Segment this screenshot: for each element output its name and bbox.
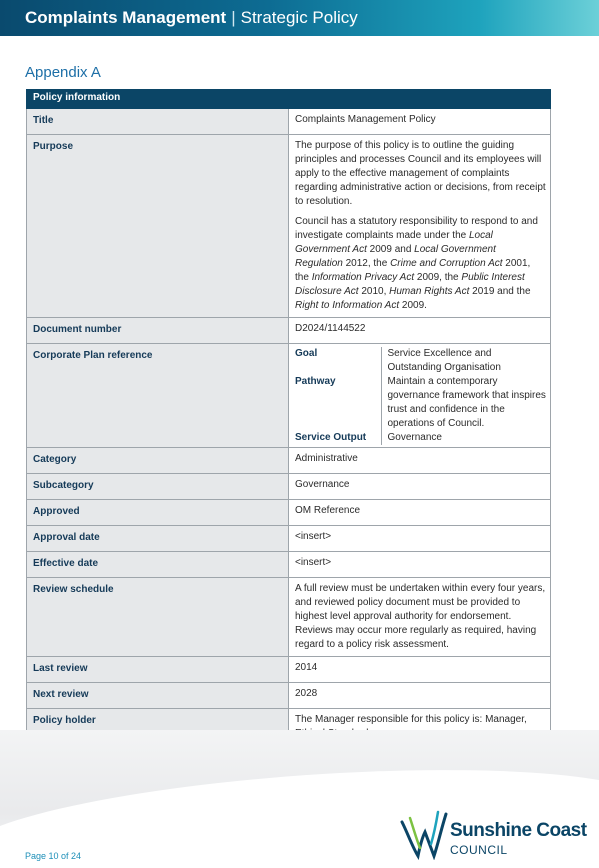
row-value: D2024/1144522 xyxy=(289,318,551,344)
table-row xyxy=(27,344,551,448)
row-value: <insert> xyxy=(289,526,551,552)
logo-council: COUNCIL xyxy=(450,843,508,857)
table-row xyxy=(27,109,551,135)
row-value: Governance xyxy=(289,474,551,500)
document-title-sub: Strategic Policy xyxy=(240,8,358,27)
document-title xyxy=(25,8,358,28)
pathway-label: Pathway xyxy=(295,375,381,431)
row-value xyxy=(289,344,551,448)
goal-label: Goal xyxy=(295,347,381,375)
table-row xyxy=(27,474,551,500)
table-row xyxy=(27,657,551,683)
row-label: Policy holder xyxy=(27,709,289,746)
row-value: 2028 xyxy=(289,683,551,709)
service-output-value: Governance xyxy=(387,432,442,443)
row-label: Next review xyxy=(27,683,289,709)
row-value: Complaints Management Policy xyxy=(289,109,551,135)
table-row xyxy=(27,552,551,578)
row-label: Last review xyxy=(27,657,289,683)
corporate-plan-subtable xyxy=(295,347,546,445)
row-value xyxy=(289,135,551,318)
row-value: <insert> xyxy=(289,552,551,578)
logo-mark-icon xyxy=(398,808,450,860)
row-label: Subcategory xyxy=(27,474,289,500)
row-label: Effective date xyxy=(27,552,289,578)
table-row xyxy=(27,448,551,474)
purpose-paragraph-1: The purpose of this policy is to outline the guiding principles and processes Council and its employees will apply to the effective management of complaints regarding administrative action or decisions, from receipt to resolution. xyxy=(295,140,546,207)
row-value: OM Reference xyxy=(289,500,551,526)
row-label: Review schedule xyxy=(27,578,289,657)
row-value: A full review must be undertaken within every four years, and reviewed policy document must be provided to highest level approval authority for endorsement. Reviews may occur more regularly as required, having regard to a policy risk assessment. xyxy=(289,578,551,657)
purpose-paragraph-2: Council has a statutory responsibility to respond to and investigate complaints made under the Local Government Act 2009 and Local Government Regulation 2012, the Crime and Corruption Act 2001, the Information Privacy Act 2009, the Public Interest Disclosure Act 2010, Human Rights Act 2019 and the Right to Information Act 2009. xyxy=(295,216,538,311)
row-value: The Manager responsible for this policy is: Manager, xyxy=(289,709,551,746)
row-label: Approval date xyxy=(27,526,289,552)
table-row xyxy=(27,318,551,344)
row-label: Approved xyxy=(27,500,289,526)
table-row xyxy=(27,526,551,552)
service-output-label: Service Output xyxy=(295,431,381,445)
appendix-heading: Appendix A xyxy=(25,64,101,81)
row-value: Administrative xyxy=(289,448,551,474)
row-label: Category xyxy=(27,448,289,474)
row-label: Purpose xyxy=(27,135,289,318)
row-label: Document number xyxy=(27,318,289,344)
table-row xyxy=(27,135,551,318)
pathway-value: Maintain a contemporary governance framework that inspires trust and confidence in the operations of Council. xyxy=(387,376,546,429)
logo-name: Sunshine Coast xyxy=(450,820,587,841)
page-number: Page 10 of 24 xyxy=(25,851,82,861)
table-row xyxy=(27,578,551,657)
council-logo xyxy=(398,808,594,860)
row-value: 2014 xyxy=(289,657,551,683)
table-row xyxy=(27,500,551,526)
document-title-main: Complaints Management xyxy=(25,8,227,27)
row-label: Title xyxy=(27,109,289,135)
row-label: Corporate Plan reference xyxy=(27,344,289,448)
title-separator: | xyxy=(231,8,236,27)
goal-value: Service Excellence and Outstanding Organisation xyxy=(387,348,501,373)
table-row xyxy=(27,683,551,709)
table-header-bar: Policy information xyxy=(27,90,551,109)
